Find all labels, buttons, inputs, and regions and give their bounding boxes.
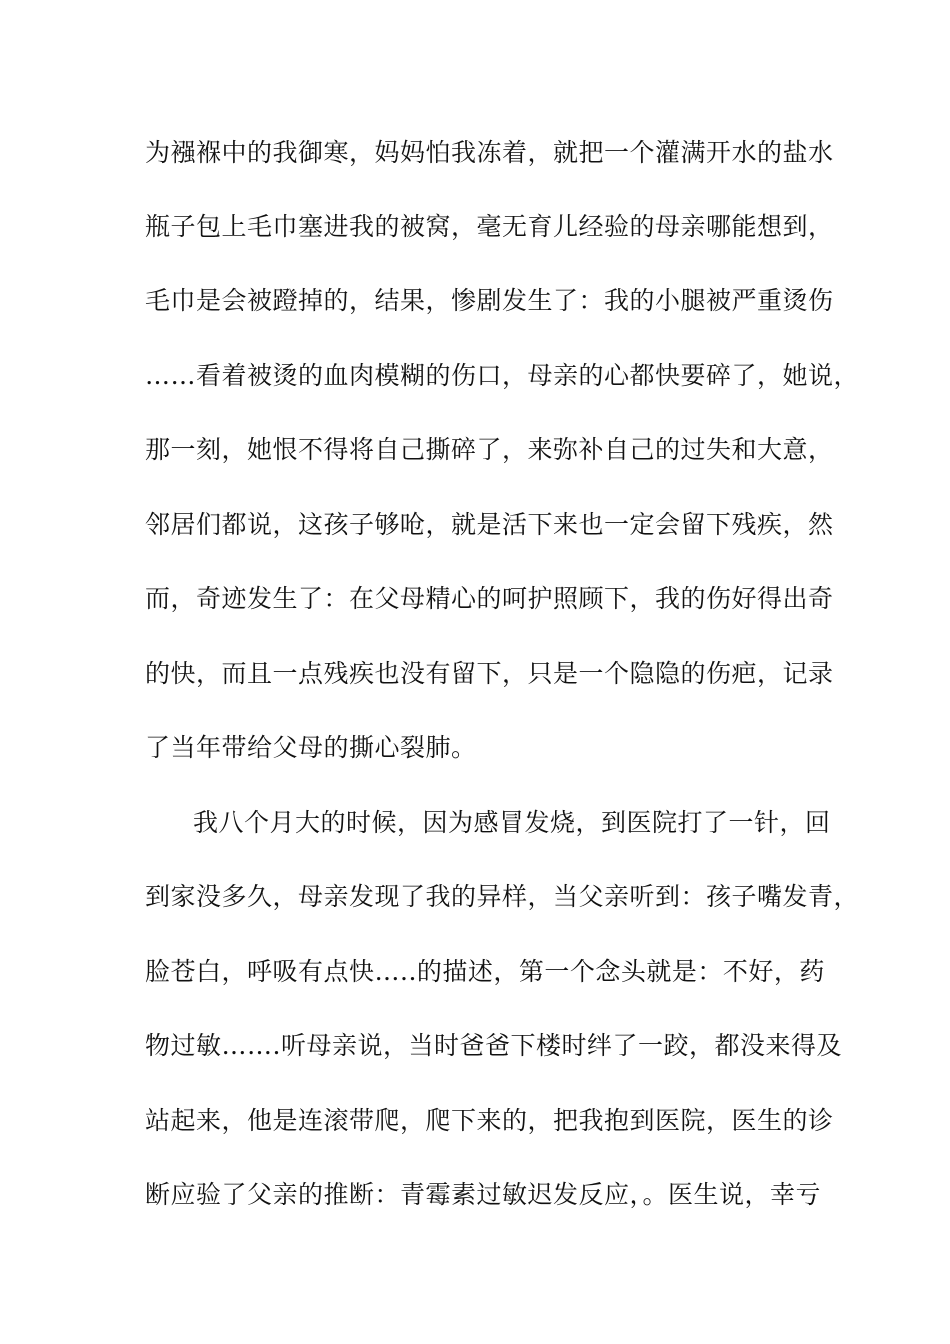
- text-line: 的快，而且一点残疾也没有留下，只是一个隐隐的伤疤，记录: [145, 659, 834, 688]
- text-line: 瓶子包上毛巾塞进我的被窝，毫无育儿经验的母亲哪能想到，: [145, 212, 834, 241]
- text-line: 物过敏…….听母亲说，当时爸爸下楼时绊了一跤，都没来得及: [145, 1031, 842, 1060]
- text-line: 而，奇迹发生了：在父母精心的呵护照顾下，我的伤好得出奇: [145, 584, 834, 613]
- text-line: 脸苍白，呼吸有点快…..的描述，第一个念头就是：不好，药: [145, 957, 825, 986]
- text-line: 了当年带给父母的撕心裂肺。: [145, 733, 477, 762]
- text-line: 站起来，他是连滚带爬，爬下来的，把我抱到医院，医生的诊: [145, 1106, 834, 1135]
- text-line: 那一刻，她恨不得将自己撕碎了，来弥补自己的过失和大意，: [145, 435, 834, 464]
- text-line: ……看着被烫的血肉模糊的伤口，母亲的心都快要碎了，她说，: [145, 361, 860, 390]
- text-line: 到家没多久，母亲发现了我的异样，当父亲听到：孩子嘴发青，: [145, 882, 860, 911]
- paragraph-first-line: 我八个月大的时候，因为感冒发烧，到医院打了一针，回: [193, 808, 831, 837]
- text-line: 毛巾是会被蹬掉的，结果，惨剧发生了：我的小腿被严重烫伤: [145, 286, 834, 315]
- text-line: 为襁褓中的我御寒，妈妈怕我冻着，就把一个灌满开水的盐水: [145, 138, 834, 167]
- text-line: 邻居们都说，这孩子够呛，就是活下来也一定会留下残疾，然: [145, 510, 834, 539]
- text-line: 断应验了父亲的推断：青霉素过敏迟发反应，。医生说，幸亏: [145, 1180, 822, 1209]
